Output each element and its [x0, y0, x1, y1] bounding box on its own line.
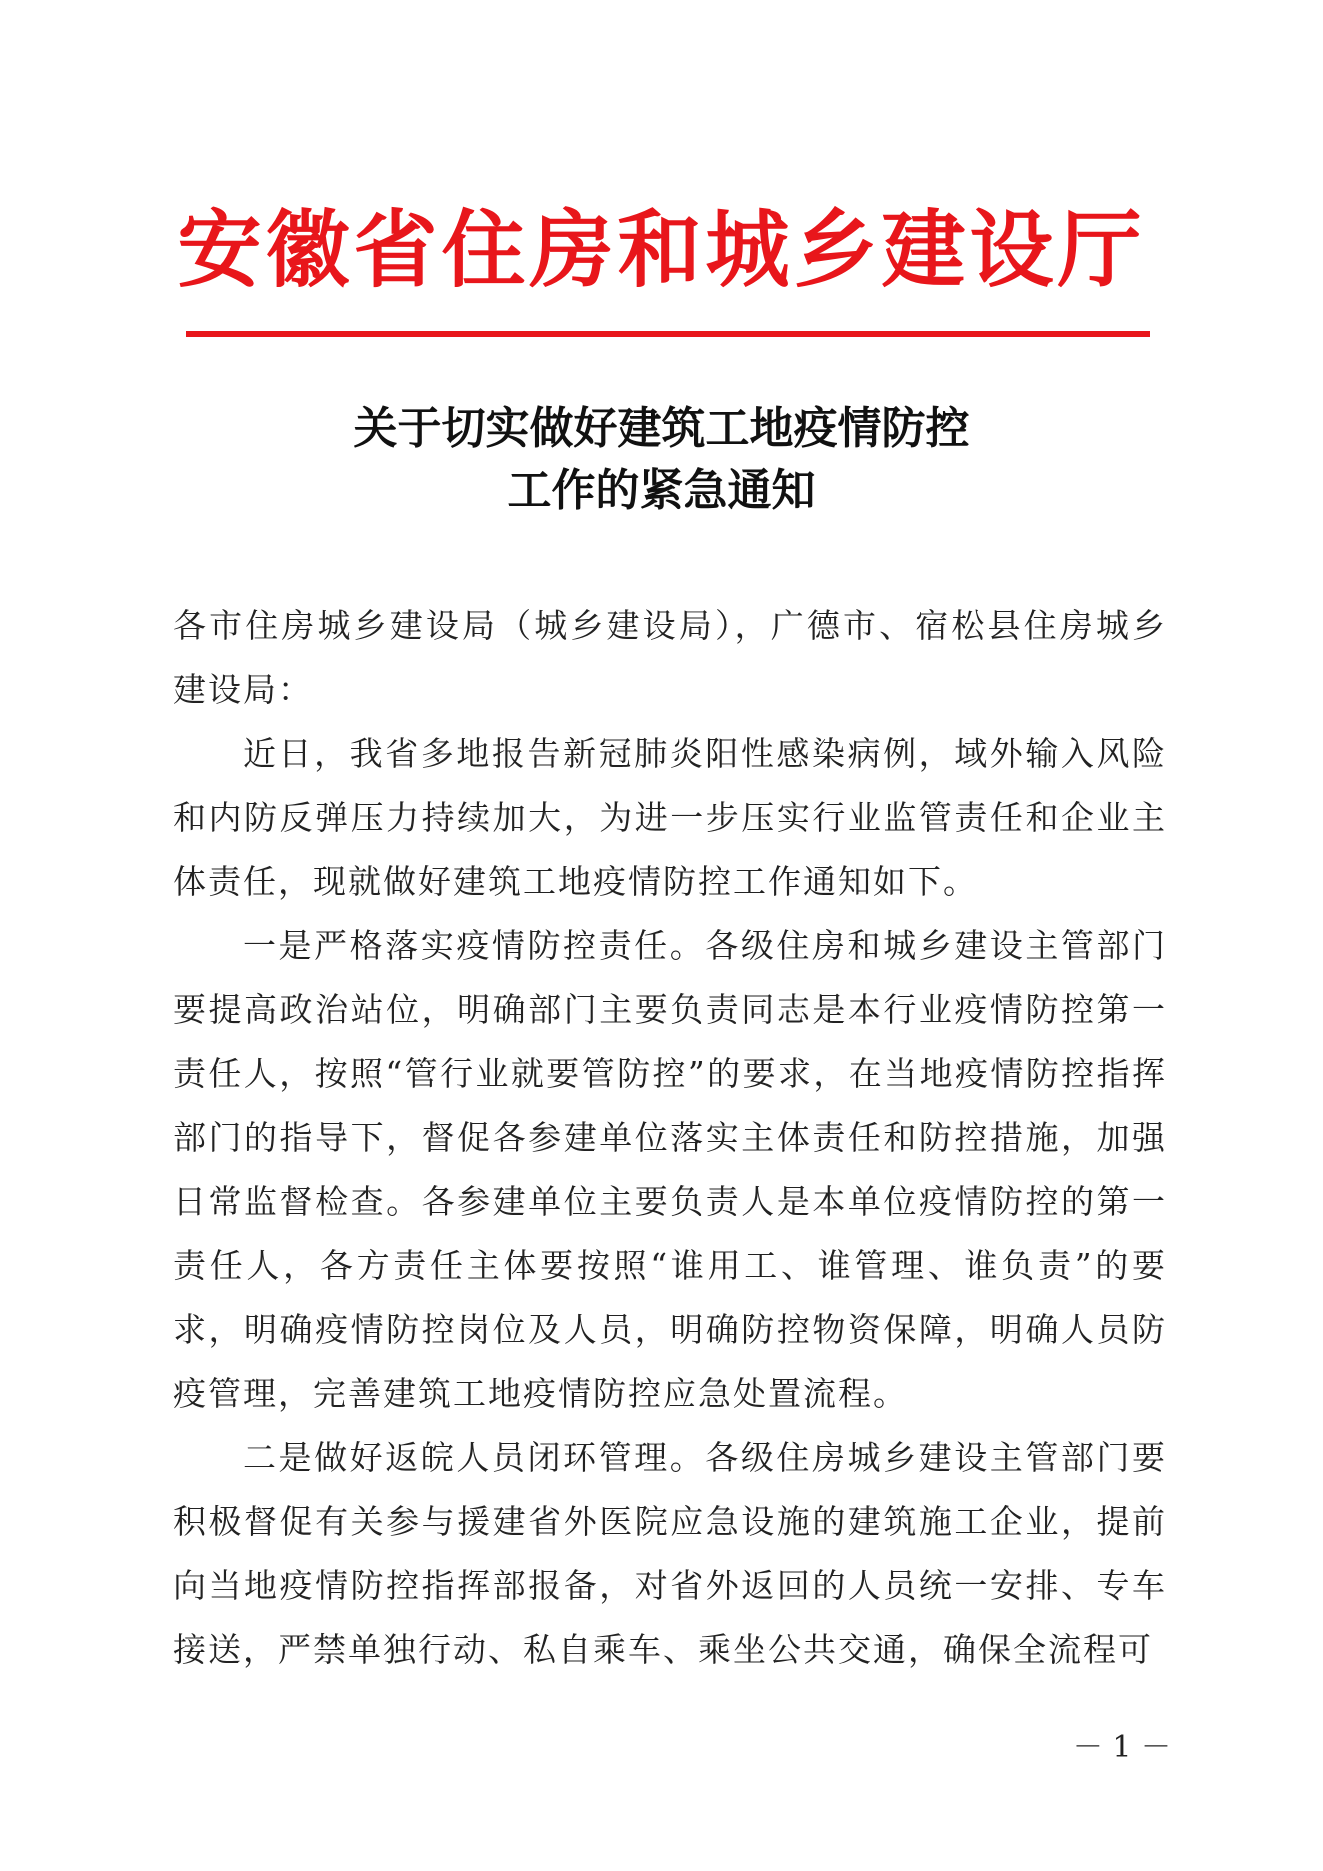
- red-separator-rule: [186, 331, 1150, 337]
- document-title-line-1: 关于切实做好建筑工地疫情防控: [353, 403, 970, 454]
- document-title-line-2: 工作的紧急通知: [507, 465, 816, 516]
- issuing-authority-masthead: 安徽省住房和城乡建设厅: [177, 201, 1146, 299]
- paragraph-intro: 近日，我省多地报告新冠肺炎阳性感染病例，域外输入风险和内防反弹压力持续加大，为进一步压实行业监管责任和企业主体责任，现就做好建筑工地疫情防控工作通知如下。: [173, 734, 1167, 901]
- paragraph-returnee-management: 二是做好返皖人员闭环管理。各级住房城乡建设主管部门要积极督促有关参与援建省外医院应急设施的建筑施工企业，提前向当地疫情防控指挥部报备，对省外返回的人员统一安排、专车接送，严禁单独行动、私自乘车、乘坐公共交通，确保全流程可: [173, 1438, 1167, 1669]
- paragraph-responsibility: 一是严格落实疫情防控责任。各级住房和城乡建设主管部门要提高政治站位，明确部门主要负责同志是本行业疫情防控第一责任人，按照“管行业就要管防控”的要求，在当地疫情防控指挥部门的指导下，督促各参建单位落实主体责任和防控措施，加强日常监督检查。各参建单位主要负责人是本单位疫情防控的第一责任人，各方责任主体要按照“谁用工、谁管理、谁负责”的要求，明确疫情防控岗位及人员，明确防控物资保障，明确人员防疫管理，完善建筑工地疫情防控应急处置流程。: [173, 926, 1167, 1413]
- document-title: [0, 398, 1323, 522]
- salutation: 各市住房城乡建设局（城乡建设局），广德市、宿松县住房城乡建设局：: [173, 606, 1167, 709]
- page-number: － 1 －: [1072, 1730, 1171, 1765]
- document-body: [173, 594, 1167, 1682]
